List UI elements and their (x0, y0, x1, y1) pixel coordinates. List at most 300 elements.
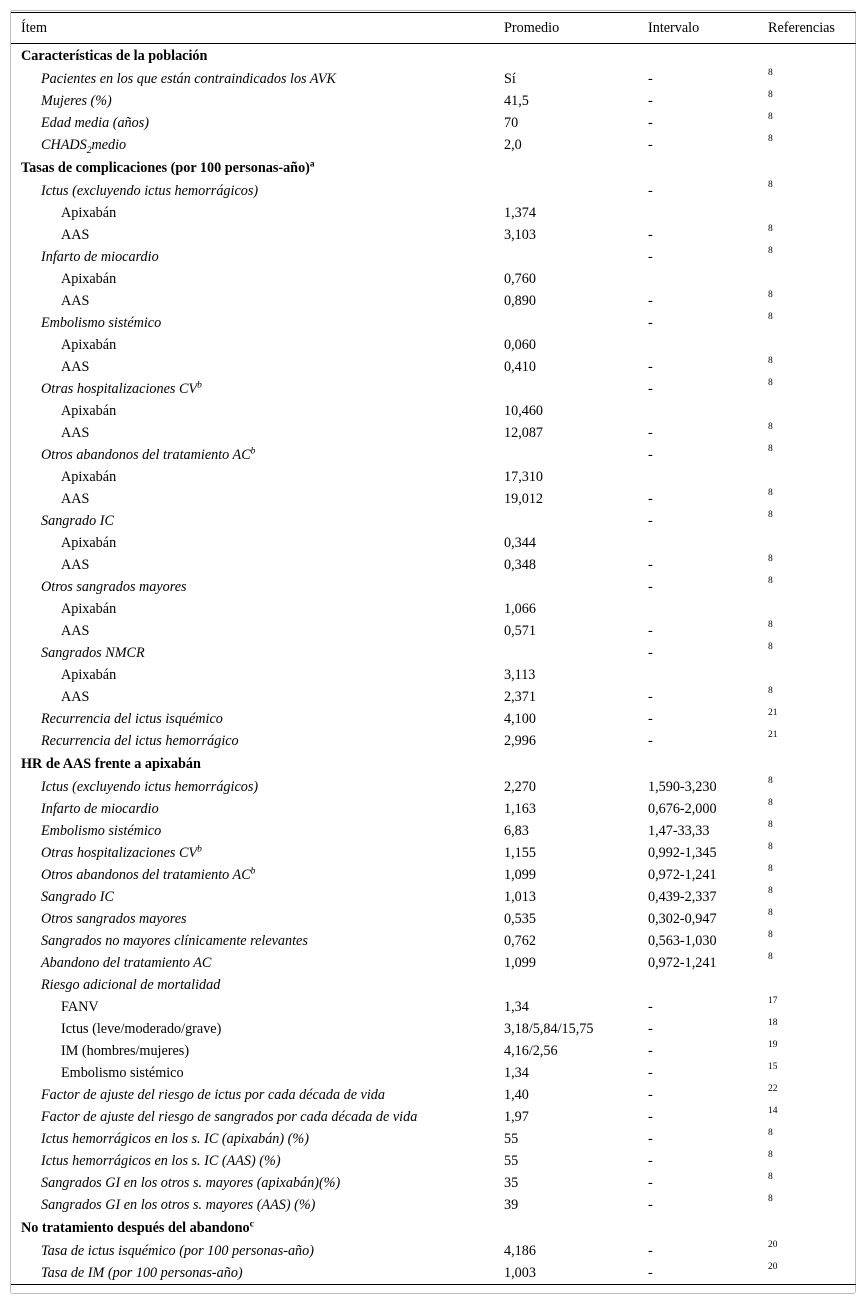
table-row (11, 864, 856, 886)
reference-number: 8 (768, 620, 773, 630)
row-item-text: Ictus hemorrágicos en los s. IC (apixabán) (%) (41, 1131, 309, 1147)
row-item-text: Apixabán (61, 337, 117, 353)
row-mean: 2,0 (504, 137, 522, 153)
row-item (11, 1172, 504, 1194)
row-item-text: Embolismo sistémico (61, 1065, 184, 1081)
row-reference (768, 356, 856, 378)
row-item (11, 1062, 504, 1084)
row-item (11, 44, 504, 69)
row-item-text: AAS (61, 491, 90, 507)
row-range: 0,972-1,241 (648, 867, 717, 883)
table-row (11, 886, 856, 908)
row-mean: 0,762 (504, 933, 536, 949)
reference-number: 8 (768, 886, 773, 896)
row-range (648, 974, 768, 996)
row-item-text: IM (hombres/mujeres) (61, 1043, 190, 1059)
row-item-text: Sangrados GI en los otros s. mayores (AAS) (%) (41, 1197, 316, 1213)
row-reference (768, 44, 856, 69)
row-item-text: No tratamiento después del abandono (21, 1220, 250, 1236)
table-header (11, 13, 856, 44)
reference-number: 8 (768, 1172, 773, 1182)
row-item (11, 642, 504, 664)
reference-number: 8 (768, 776, 773, 786)
row-range: 1,47-33,33 (648, 823, 710, 839)
row-reference (768, 488, 856, 510)
row-range: - (648, 315, 653, 331)
table-row (11, 312, 856, 334)
data-table (11, 12, 856, 1285)
reference-number: 20 (768, 1262, 778, 1272)
row-item (11, 1106, 504, 1128)
row-range: - (648, 137, 653, 153)
row-item (11, 312, 504, 334)
row-item-text: Otros abandonos del tratamiento AC (41, 447, 251, 463)
row-item (11, 620, 504, 642)
row-reference (768, 1084, 856, 1106)
row-item-text: Tasa de ictus isquémico (por 100 personas-año) (41, 1243, 314, 1259)
reference-number: 8 (768, 642, 773, 652)
row-mean (504, 576, 648, 598)
row-range: - (648, 1109, 653, 1125)
row-reference (768, 1062, 856, 1084)
row-item (11, 156, 504, 180)
row-mean (504, 510, 648, 532)
row-range: - (648, 711, 653, 727)
reference-number: 14 (768, 1106, 778, 1116)
table-row (11, 224, 856, 246)
row-range: - (648, 293, 653, 309)
row-range (648, 44, 768, 69)
row-reference (768, 224, 856, 246)
row-item (11, 202, 504, 224)
header-range: Intervalo (648, 13, 768, 44)
row-reference (768, 510, 856, 532)
row-reference (768, 156, 856, 180)
table-row (11, 1018, 856, 1040)
row-range (648, 400, 768, 422)
row-item-text: AAS (61, 359, 90, 375)
row-reference (768, 90, 856, 112)
row-item-text: Apixabán (61, 667, 117, 683)
row-reference (768, 134, 856, 156)
row-item-text: Infarto de miocardio (41, 801, 159, 817)
row-mean (504, 444, 648, 466)
table-row (11, 334, 856, 356)
row-mean: 1,374 (504, 205, 536, 221)
table-row (11, 554, 856, 576)
reference-number: 8 (768, 930, 773, 940)
row-item (11, 708, 504, 730)
row-item (11, 554, 504, 576)
row-reference (768, 908, 856, 930)
row-item-text: Mujeres (%) (41, 93, 112, 109)
table-body (11, 44, 856, 1285)
row-item-text: Apixabán (61, 535, 117, 551)
row-mean: 3,113 (504, 667, 536, 683)
row-item-text: Apixabán (61, 469, 117, 485)
row-item-footnote: b (197, 844, 202, 855)
row-mean: 3,103 (504, 227, 536, 243)
table-row (11, 246, 856, 268)
row-reference (768, 554, 856, 576)
row-item-footnote: b (250, 866, 256, 877)
table-row (11, 576, 856, 598)
table-row (11, 400, 856, 422)
row-item (11, 1240, 504, 1262)
row-range: - (648, 557, 653, 573)
row-item-text: AAS (61, 293, 90, 309)
row-mean: 4,100 (504, 711, 536, 727)
row-item (11, 466, 504, 488)
row-range: - (648, 513, 653, 529)
row-mean: 0,344 (504, 535, 536, 551)
row-item (11, 576, 504, 598)
row-mean: 1,163 (504, 801, 536, 817)
row-item (11, 842, 504, 864)
row-reference (768, 798, 856, 820)
row-item (11, 112, 504, 134)
row-mean: 1,155 (504, 845, 536, 861)
reference-number: 8 (768, 798, 773, 808)
row-item (11, 246, 504, 268)
row-item (11, 488, 504, 510)
reference-number: 8 (768, 510, 773, 520)
reference-number: 19 (768, 1040, 778, 1050)
row-range: - (648, 359, 653, 375)
row-mean (504, 246, 648, 268)
table-row (11, 1106, 856, 1128)
table-row (11, 730, 856, 752)
row-item-text: AAS (61, 227, 90, 243)
row-mean: 1,066 (504, 601, 536, 617)
row-item (11, 1084, 504, 1106)
row-range: - (648, 1175, 653, 1191)
row-item (11, 68, 504, 90)
row-item (11, 334, 504, 356)
reference-number: 8 (768, 488, 773, 498)
row-mean: 55 (504, 1153, 519, 1169)
row-mean: 12,087 (504, 425, 544, 441)
reference-number: 8 (768, 180, 773, 190)
row-item-footnote: b (250, 446, 256, 457)
row-item-footnote: c (249, 1219, 254, 1230)
row-mean: 55 (504, 1131, 519, 1147)
table-row (11, 996, 856, 1018)
table-row (11, 90, 856, 112)
row-reference (768, 930, 856, 952)
row-reference (768, 1194, 856, 1216)
row-reference (768, 290, 856, 312)
row-item (11, 1128, 504, 1150)
row-range (648, 466, 768, 488)
reference-number: 18 (768, 1018, 778, 1028)
row-item (11, 908, 504, 930)
row-reference (768, 1240, 856, 1262)
row-mean (504, 1216, 648, 1240)
row-item-text: Otras hospitalizaciones CV (41, 381, 198, 397)
row-range: - (648, 249, 653, 265)
row-range: - (648, 425, 653, 441)
table-row (11, 134, 856, 156)
reference-number: 8 (768, 68, 773, 78)
row-reference (768, 1150, 856, 1172)
table-row (11, 908, 856, 930)
table-row (11, 974, 856, 996)
row-item (11, 686, 504, 708)
row-item (11, 224, 504, 246)
row-reference (768, 68, 856, 90)
table-row (11, 356, 856, 378)
row-range (648, 664, 768, 686)
row-reference (768, 1018, 856, 1040)
table-row (11, 1150, 856, 1172)
row-item-footnote: b (197, 380, 202, 391)
row-mean: 17,310 (504, 469, 544, 485)
row-item-text: Apixabán (61, 271, 117, 287)
reference-number: 8 (768, 1194, 773, 1204)
row-item-text: Recurrencia del ictus hemorrágico (41, 733, 239, 749)
table-row (11, 444, 856, 466)
row-mean: 1,013 (504, 889, 536, 905)
row-range: - (648, 645, 653, 661)
row-reference (768, 422, 856, 444)
row-item (11, 952, 504, 974)
row-range: - (648, 1153, 653, 1169)
reference-number: 20 (768, 1240, 778, 1250)
row-range: 0,676-2,000 (648, 801, 717, 817)
table-row (11, 776, 856, 798)
row-mean: 35 (504, 1175, 519, 1191)
row-mean: 1,099 (504, 955, 536, 971)
row-range (648, 752, 768, 776)
row-item-text: Recurrencia del ictus isquémico (41, 711, 223, 727)
row-item (11, 798, 504, 820)
row-mean: 1,40 (504, 1087, 529, 1103)
row-mean (504, 974, 648, 996)
row-item (11, 1216, 504, 1240)
row-item-text: Sangrados GI en los otros s. mayores (apixabán)(%) (41, 1175, 341, 1191)
row-mean: 41,5 (504, 93, 529, 109)
table-row (11, 422, 856, 444)
table-row (11, 708, 856, 730)
row-reference (768, 730, 856, 752)
row-item (11, 1018, 504, 1040)
row-reference (768, 752, 856, 776)
row-range (648, 334, 768, 356)
row-item-text: Infarto de miocardio (41, 249, 159, 265)
row-item-text: FANV (61, 999, 99, 1015)
row-range: 0,302-0,947 (648, 911, 717, 927)
row-item-text: Sangrado IC (41, 889, 114, 905)
reference-number: 15 (768, 1062, 778, 1072)
reference-number: 8 (768, 554, 773, 564)
row-reference (768, 1106, 856, 1128)
row-item-text: Embolismo sistémico (41, 823, 162, 839)
row-mean (504, 378, 648, 400)
row-range: 0,992-1,345 (648, 845, 717, 861)
row-mean (504, 180, 648, 202)
row-item (11, 378, 504, 400)
reference-number: 8 (768, 842, 773, 852)
row-mean: 0,410 (504, 359, 536, 375)
reference-number: 8 (768, 864, 773, 874)
header-refs: Referencias (768, 13, 856, 44)
row-item (11, 444, 504, 466)
row-item (11, 996, 504, 1018)
reference-number: 8 (768, 112, 773, 122)
table-row (11, 620, 856, 642)
row-reference (768, 1172, 856, 1194)
row-reference (768, 642, 856, 664)
table-row (11, 686, 856, 708)
row-range: - (648, 1021, 653, 1037)
row-item (11, 776, 504, 798)
row-mean: 70 (504, 115, 519, 131)
section-row (11, 156, 856, 180)
table-row (11, 488, 856, 510)
row-item-text: Tasas de complicaciones (por 100 personas-año) (21, 160, 310, 176)
row-reference (768, 686, 856, 708)
row-item (11, 1150, 504, 1172)
table-row (11, 202, 856, 224)
reference-number: 8 (768, 356, 773, 366)
row-item-text: Otros sangrados mayores (41, 579, 187, 595)
row-range (648, 202, 768, 224)
row-range (648, 598, 768, 620)
table-row (11, 532, 856, 554)
row-mean: 0,890 (504, 293, 536, 309)
table-row (11, 952, 856, 974)
row-mean: 39 (504, 1197, 519, 1213)
row-range: 1,590-3,230 (648, 779, 717, 795)
reference-number: 8 (768, 246, 773, 256)
row-item-text: Ictus (excluyendo ictus hemorrágicos) (41, 779, 259, 795)
reference-number: 22 (768, 1084, 778, 1094)
row-item-text: AAS (61, 623, 90, 639)
row-reference (768, 708, 856, 730)
row-reference (768, 466, 856, 488)
row-item-text-after: medio (91, 137, 127, 153)
table-row (11, 1240, 856, 1262)
table-row (11, 664, 856, 686)
row-mean: 10,460 (504, 403, 544, 419)
row-item-text: Embolismo sistémico (41, 315, 162, 331)
reference-number: 8 (768, 90, 773, 100)
row-reference (768, 598, 856, 620)
section-row (11, 1216, 856, 1240)
row-item-text: Características de la población (21, 48, 208, 64)
row-item-text: Tasa de IM (por 100 personas-año) (41, 1265, 243, 1281)
section-row (11, 44, 856, 69)
table-row (11, 1262, 856, 1285)
row-range: - (648, 115, 653, 131)
row-item (11, 1040, 504, 1062)
table-row (11, 68, 856, 90)
row-reference (768, 620, 856, 642)
table-row (11, 180, 856, 202)
table-row (11, 642, 856, 664)
row-reference (768, 952, 856, 974)
row-item (11, 510, 504, 532)
table-row (11, 798, 856, 820)
row-item-text: Apixabán (61, 205, 117, 221)
row-item (11, 134, 504, 156)
table-row (11, 930, 856, 952)
row-mean (504, 156, 648, 180)
row-reference (768, 378, 856, 400)
row-mean: 6,83 (504, 823, 529, 839)
table-row (11, 466, 856, 488)
row-item-text: Riesgo adicional de mortalidad (41, 977, 221, 993)
table-row (11, 1062, 856, 1084)
row-reference (768, 268, 856, 290)
reference-number: 21 (768, 730, 778, 740)
row-range: - (648, 93, 653, 109)
row-item (11, 864, 504, 886)
row-item-text: Factor de ajuste del riesgo de ictus por cada década de vida (41, 1087, 385, 1103)
row-item (11, 422, 504, 444)
row-range: - (648, 1065, 653, 1081)
row-item (11, 1194, 504, 1216)
table-row (11, 378, 856, 400)
row-range: 0,439-2,337 (648, 889, 717, 905)
row-reference (768, 246, 856, 268)
row-reference (768, 1040, 856, 1062)
reference-number: 8 (768, 1150, 773, 1160)
row-reference (768, 180, 856, 202)
row-range: - (648, 1131, 653, 1147)
table-row (11, 820, 856, 842)
row-mean: Sí (504, 71, 516, 87)
row-range: - (648, 1087, 653, 1103)
row-item-text: Factor de ajuste del riesgo de sangrados por cada década de vida (41, 1109, 418, 1125)
row-item-text: Otras hospitalizaciones CV (41, 845, 198, 861)
row-reference (768, 974, 856, 996)
row-mean: 4,186 (504, 1243, 536, 1259)
table-row (11, 1128, 856, 1150)
table-row (11, 598, 856, 620)
reference-number: 8 (768, 134, 773, 144)
row-reference (768, 886, 856, 908)
table-row (11, 290, 856, 312)
row-item (11, 1262, 504, 1285)
row-item-text: AAS (61, 557, 90, 573)
row-range: - (648, 71, 653, 87)
row-mean (504, 752, 648, 776)
row-mean: 1,003 (504, 1262, 648, 1285)
row-item (11, 930, 504, 952)
row-item-text: Apixabán (61, 403, 117, 419)
reference-number: 8 (768, 444, 773, 454)
row-item (11, 400, 504, 422)
row-item-text: Otros abandonos del tratamiento AC (41, 867, 251, 883)
reference-number: 8 (768, 224, 773, 234)
row-reference (768, 1262, 856, 1285)
row-item (11, 664, 504, 686)
row-reference (768, 112, 856, 134)
row-reference (768, 576, 856, 598)
reference-number: 8 (768, 576, 773, 586)
reference-number: 8 (768, 290, 773, 300)
row-range: - (648, 381, 653, 397)
row-mean: 2,996 (504, 733, 536, 749)
row-item (11, 356, 504, 378)
row-reference (768, 842, 856, 864)
row-item-text: Otros sangrados mayores (41, 911, 187, 927)
row-item (11, 752, 504, 776)
row-reference (768, 1216, 856, 1240)
row-item-text: CHADS (41, 137, 87, 153)
